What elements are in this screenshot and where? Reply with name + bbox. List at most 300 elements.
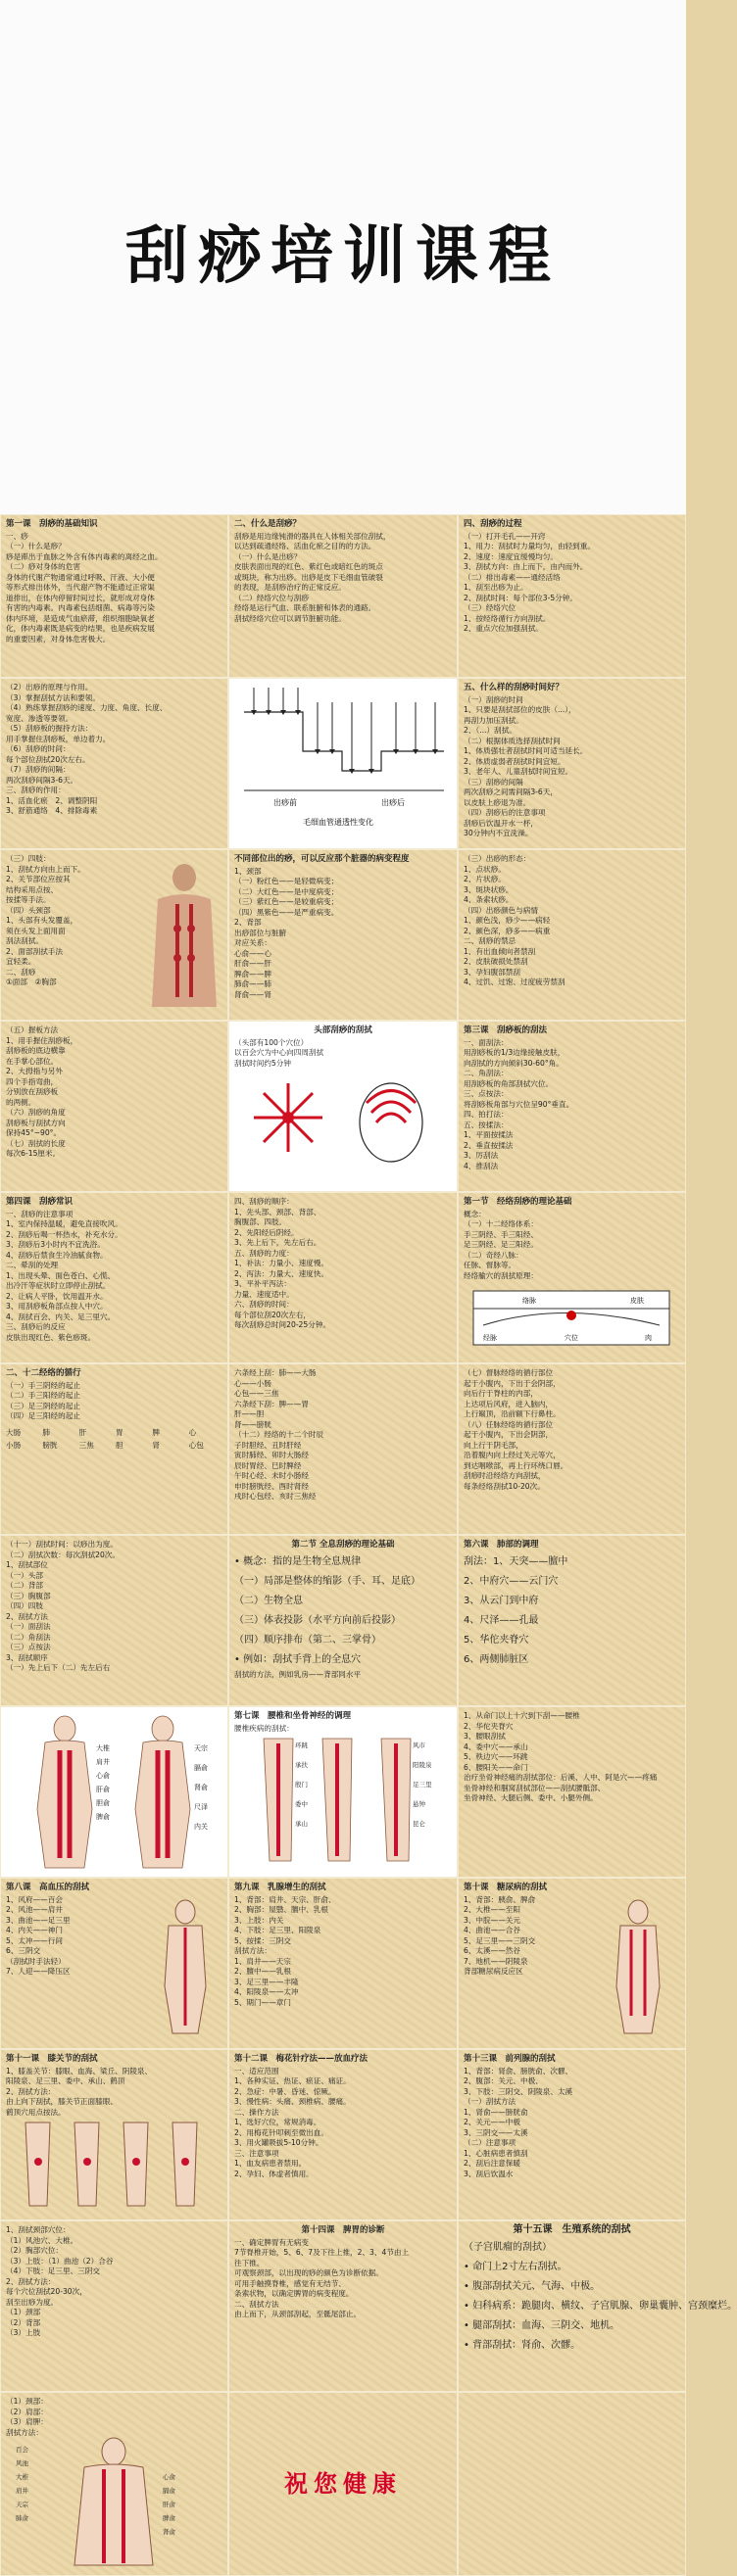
slide-12-left [0,2392,228,2576]
organ-label: 大肠 [6,1427,22,1437]
slide-7-mid [228,1535,458,1706]
meridian-diagram [464,1281,681,1355]
point-label: 膈俞 [194,1764,208,1772]
text-line: 三、刮痧后的反应 [6,1322,66,1331]
slide-5-mid [228,1192,458,1363]
text-line: • 妇科病系：跪腿肉、横纹、子宫肌腺、卵巢囊肿、宫颈糜烂。 [464,2300,737,2312]
text-line: （二）痧对身体的危害 [6,562,80,571]
text-line: 3、舒筋通络 4、排除毒素 [6,806,98,815]
text-line: 以皮肤上痧退为准。 [464,797,531,807]
text-line: 4、内关——神门 [6,1926,63,1934]
text-line: 7节脊椎开始，5、6、7及下往上推，2、3、4节由上 [234,2248,410,2257]
text-line: 在手掌心部位。 [6,1056,59,1066]
text-line: 五、刮痧的力度： [234,1248,294,1258]
text-line: 由上而下，从颈部刮起，至骶尾部止。 [234,2310,362,2318]
text-line: 刮拭方法： [6,2427,43,2437]
text-line: 7、人迎——降压区 [6,1967,71,1976]
text-line: 起于小腹内，下出会阴部， [464,1430,554,1439]
text-line: 的表现，是刮痧治疗的正常反应。 [234,583,346,592]
point-label: 胆俞 [96,1799,110,1807]
text-line: 2、关元——中极 [464,2118,520,2126]
text-line: 三、注意事项 [234,2148,279,2158]
text-line: （7）刮痧的间隔： [6,765,71,774]
text-line: （十二）经络的十二个时辰 [234,1430,324,1439]
text-line: （二）注意事项 [464,2138,516,2147]
text-line: （二）手三阳经的起止 [6,1391,80,1400]
text-line: 1、刮至出痧为止。 [464,583,528,592]
text-line: • 命门上2寸左右刮拭。 [464,2261,567,2272]
text-line: 可观察颈部，以出现的痧的颜色为诊断依据。 [234,2268,383,2277]
text-line: （1）颈部 [6,2308,41,2316]
text-line: 3、中脘——关元 [464,1915,520,1925]
text-line: 2、体质虚弱者刮拭时间宜短。 [464,756,565,766]
slide-text [464,1711,680,1804]
slide-title: 第八课 高血压的刮拭 [6,1883,90,1892]
text-line: 体内环境，是造成气血瘀滞，组织细胞缺氧老 [6,613,155,623]
text-line: • 例如：刮拭手背上的全息穴 [234,1653,362,1665]
text-line: 出痧部位与脏腑 [234,928,287,937]
text-line: 4、条索状痧。 [464,895,514,904]
text-line: 30分钟内不宜洗澡。 [464,829,533,837]
slide-2-left [0,678,228,849]
point-label: 肾俞 [163,2528,175,2536]
text-line: （一）刮痧的时间 [464,694,523,704]
text-line: 1、活血化瘀 2、调整阴阳 [6,795,98,805]
text-line: 子时胆经、丑时肝经 [234,1440,302,1450]
slide-title: 四、刮痧的过程 [464,519,522,529]
text-line: 肝俞——肝 [234,959,271,968]
text-line: 2、刮拭方法： [6,2086,56,2096]
text-line: （三）胸腹部 [6,1591,51,1600]
slide-3-right [458,849,686,1021]
text-line: 肾俞——肾 [234,989,271,999]
slide-9-mid [228,1878,458,2049]
slide-4-right [458,1021,686,1192]
text-line: 1、刮拭部位 [6,1560,48,1569]
text-line: 每次6-15厘米。 [6,1149,61,1158]
text-line: 午时心经、未时小肠经 [234,1471,309,1480]
text-line: 5、按揉：三阴交 [234,1935,291,1945]
text-line: 肺俞——肺 [234,979,271,988]
slide-row-5 [0,1192,686,1363]
text-line: 2、刮拭方法： [6,2276,56,2286]
text-line: 任脉、督脉等。 [464,1261,516,1269]
text-line: 3、足三里——丰隆 [234,1977,299,1986]
point-label: 大椎 [16,2473,28,2481]
organ-label: 肾 [152,1441,160,1450]
label-muscle: 肉 [645,1334,652,1342]
slide-text [6,683,222,817]
text-line: 六条经上刮：肺——大肠 [234,1368,317,1377]
text-line: （一）面刮法 [6,1622,51,1631]
text-line: 2、腹部：关元、中极、 [464,2076,543,2085]
head-diagram [234,1069,454,1167]
point-label: 天宗 [16,2501,28,2508]
text-line: 1、用力：刮拭时力量均匀，由轻到重。 [464,542,595,550]
slide-text [6,2397,222,2438]
text-line: 二、刮痧的禁忌 [464,936,516,945]
text-line: 或斑块，称为出痧。出痧是皮下毛细血管破裂 [234,572,383,582]
slide-7-left [0,1535,228,1706]
knee-diagram [6,2118,221,2211]
text-line: 6、两侧肺脏区 [464,1653,529,1665]
text-line: 三、点按法： [464,1089,509,1098]
organ-label: 心 [188,1427,197,1437]
text-line: 一、痧 [6,531,28,541]
text-line: • 概念：指的是生物全息规律 [234,1555,362,1567]
text-line: 刮痧板的底边横靠 [6,1046,66,1055]
slide-title: 头部刮痧的刮拭 [314,1026,372,1035]
text-line: • 背部刮拭：肾俞、次髎。 [464,2339,581,2351]
text-line: 刮痧板与刮拭方向 [6,1118,66,1127]
text-line: 向后行于脊柱的内部， [464,1389,538,1398]
slide-row-4 [0,1021,686,1192]
text-line: 7、地机——阴陵泉 [464,1956,528,1966]
body-diagram [6,1711,224,1873]
point-label: 内关 [194,1823,208,1831]
text-line: （四）黑紫色——是严重病变。 [234,907,339,917]
text-line: ①面部 ②胸部 [6,978,57,986]
text-line: 4、刮拭百会、内关、足三里穴。 [6,1312,116,1321]
slide-text [234,1038,452,1070]
capillary-diagram [234,683,454,844]
text-line: 概念： [464,1209,486,1218]
slide-title: 第九课 乳腺增生的刮拭 [234,1883,326,1892]
text-line: 3、三阴交——太溪 [464,2127,528,2137]
slide-text [6,1210,222,1344]
text-line: 1、背部：肾俞、膀胱俞、次髎、 [464,2066,573,2075]
slide-note: 刮拭的方法，例如乳房——背部同水平 [234,1669,362,1679]
text-line: 用刮痧板的1/3边缘接触皮肤， [464,1048,565,1057]
text-line: 1、血友病患者禁用。 [234,2159,307,2168]
text-line: 心——小肠 [234,1378,271,1388]
text-line: 以百会穴为中心向四周刮拭 [234,1048,324,1057]
text-line: 2、皮肤破损处禁刮 [464,957,528,966]
text-line: （二）刮拭次数：每次刮拭20次。 [6,1550,120,1559]
text-line: 2、中府穴——云门穴 [464,1575,559,1587]
slide-1-mid [228,514,458,678]
text-line: 将刮痧板角部与穴位呈90°垂直。 [464,1099,574,1109]
slide-row-10 [0,2049,686,2220]
caption-before: 出痧前 [273,798,297,807]
slide-text [234,532,452,625]
text-line: 宜轻柔。 [6,957,36,966]
point-label: 承山 [295,1820,308,1828]
point-label: 尺泽 [194,1803,208,1811]
caption-bottom: 毛细血管通透性变化 [303,818,373,827]
slide-text [464,1368,680,1492]
text-line: （五）握板方法 [6,1026,59,1034]
slide-row-9 [0,1878,686,2049]
slide-3-left [0,849,228,1021]
point-label: 肺俞 [16,2514,28,2522]
text-line: 2、（...）刮拭。 [464,726,516,735]
slide-text [464,1210,680,1282]
text-line: 3、刮拭方向：由上而下，由内而外。 [464,562,588,571]
text-line: 脾俞——脾 [234,969,271,978]
text-line: （子宫肌瘤的刮拭） [464,2241,552,2253]
text-line: 2、刮拭时间：每个部位3-5分钟。 [464,593,577,602]
text-line: • 腿部刮拭：血海、三阴交、地机。 [464,2319,620,2331]
text-line: 坐骨神经、大腿后侧、委中、小腿外侧。 [464,1793,598,1802]
text-line: 皮肤出现红色、紫色痧斑。 [6,1332,96,1342]
text-line: 2、速度：速度宜缓慢均匀。 [464,551,558,561]
slide-title: 第十三课 前列腺的刮拭 [464,2054,556,2064]
slide-3-mid [228,849,458,1021]
text-line: 1、背部：肩井、天宗、肝俞、 [234,1894,336,1904]
text-line: 条索状物，以确定脾胃的病变程度。 [234,2289,354,2298]
text-line: （3）上肢 [6,2328,41,2337]
text-line: （三）体表投影（水平方向前后投影） [234,1614,401,1626]
point-label: 肩井 [96,1758,110,1766]
text-line: （2）背部 [6,2317,41,2327]
text-line: （一）手三阴经的起止 [6,1380,80,1390]
text-line: 3、上肢：内关 [234,1915,284,1925]
text-line: （四）顺序排布（第二、三掌骨） [234,1634,381,1646]
text-line: 出冷汗等症状时立即停止刮拭。 [6,1281,111,1290]
text-line: 可用手触摸脊椎，感觉有无结节、 [234,2278,346,2288]
text-line: 2、先阳经后阴经。 [234,1227,299,1237]
text-line: 刮法：1、天突——膻中 [464,1555,568,1567]
text-line: 手三阴经、手三阳经、 [464,1229,538,1239]
slide-row-2 [0,678,686,849]
slide-8-left [0,1706,228,1878]
text-line: 用刮痧板的角部刮拭穴位。 [464,1078,554,1088]
text-line: （头部有100个穴位） [234,1037,309,1047]
text-line: 1、风府——百会 [6,1894,63,1904]
text-line: 5、足三里——三阴交 [464,1935,536,1945]
text-line: 用手掌握住刮痧板，单边着力。 [6,734,111,743]
slide-title: 第十五课 生殖系统的刮拭 [513,2224,631,2235]
text-line: 由上向下刮拭，膝关节正面膝眼、 [6,2097,118,2106]
text-line: 4、尺泽——孔最 [464,1614,539,1626]
organ-label: 脾 [152,1427,160,1437]
text-line: 1、颜色浅，痧少——病轻 [464,916,551,925]
slide-10-mid [228,2049,458,2220]
text-line: 二、刮拭方法 [234,2299,279,2309]
text-line: 鹤顶穴用点按法。 [6,2107,66,2117]
point-label: 承扶 [295,1761,308,1769]
text-line: 3、孕妇腹部禁刮 [464,967,520,977]
slide-text [464,2238,737,2356]
text-line: 1、室内保持温暖，避免直接吹风。 [6,1219,123,1228]
text-line: 坐骨神经和腘窝刮拭部位——刮拭腰骶部、 [464,1783,606,1792]
point-label: 心俞 [163,2473,175,2481]
slide-title: 二、十二经络的循行 [6,1368,81,1378]
text-line: 治疗坐骨神经痛的刮拭部位：后溪、人中、阿是穴——疼痛 [464,1773,658,1782]
text-line: 2、颜色深，痧多——病重 [464,926,551,935]
text-line: 1、用手握住刮痧板， [6,1035,78,1045]
text-line: 每个部位刮20次左右， [234,1310,312,1319]
text-line: （二）根据体质选择刮拭时间 [464,736,561,745]
point-label: 心俞 [96,1772,110,1780]
slide-row-1 [0,514,686,678]
text-line: （3）掌握刮拭方法和要领。 [6,692,100,702]
slide-text [234,1368,452,1503]
text-line: 1、先头部、颈部、背部、 [234,1207,321,1216]
text-line: （三）出痧的形态： [464,854,531,863]
text-line: 3、从云门到中府 [464,1595,539,1606]
text-line: 以达到疏通经络、活血化瘀之目的的方法。 [234,542,376,550]
text-line: （刮拭时手法轻） [6,1956,66,1966]
text-line: （一）局部是整体的缩影（手、耳、足底） [234,1575,420,1587]
slide-1-right [458,514,686,678]
point-label: 百会 [16,2446,28,2454]
back-figure [148,860,221,1007]
point-label: 肾俞 [194,1784,208,1791]
text-line: 1、只要是刮拭部位的皮肤（...）， [464,705,576,714]
text-line: 腰椎疾病的刮拭： [234,1723,294,1733]
slide-12-mid [228,2392,458,2576]
figure-icon [151,1898,220,2035]
point-label: 天宗 [194,1744,208,1752]
text-line: 3、下肢：三阴交、阴陵泉、太溪 [464,2086,573,2096]
text-line: 有害的内毒素。内毒素包括细菌、病毒等污染 [6,603,155,612]
slide-row-3 [0,849,686,1021]
text-line: 刮法刮拭。 [6,936,43,945]
slide-text [234,1197,452,1331]
text-line: （六）刮痧的角度 [6,1108,66,1117]
text-line: （四）四肢 [6,1601,43,1610]
text-line: 力量、速度适中。 [234,1289,294,1299]
text-line: （3）肩胛： [6,2417,48,2426]
slide-row-8 [0,1706,686,1878]
text-line: 4、委中穴——承山 [464,1741,528,1751]
organ-list [6,1428,222,1452]
point-label: 委中 [295,1800,308,1808]
slide-text [6,532,222,645]
text-line: （一）粉红色——是轻微病变； [234,877,339,885]
text-line: 经络是运行气血、联系脏腑和体表的通路。 [234,603,376,612]
slide-text [464,1038,680,1172]
text-line: 1、按经络循行方向刮拭。 [464,613,551,623]
text-line: 1、刮拭颈部穴位： [6,2225,71,2234]
text-line: 3、厉刮法 [464,1151,499,1160]
text-line: 1、出现头晕、面色苍白、心慌、 [6,1270,116,1280]
slide-text [234,2238,452,2320]
text-line: 宽度、渗透等要领。 [6,713,74,723]
text-line: 再刮力加压刮拭。 [464,715,523,725]
text-line: （一）头部 [6,1570,43,1580]
text-line: 2、急症：中暑、昏迷、惊厥。 [234,2086,336,2096]
text-line: 二、角刮法： [464,1069,509,1077]
organ-label: 膀胱 [42,1441,58,1450]
text-line: 刮痧时沿经络方向刮拭， [464,1471,546,1480]
point-label: 大椎 [96,1744,110,1752]
cover-title: 刮痧培训课程 [125,219,561,293]
text-line: 3、刮拭顺序 [6,1652,48,1662]
text-line: （三）足三阴经的起止 [6,1401,80,1410]
slide-2-right [458,678,686,849]
slide-text [464,1552,680,1670]
point-label: 殷门 [295,1781,308,1789]
text-line: 1、膝盖关节：膝眼、血海、梁丘、阴陵泉、 [6,2066,153,2075]
slide-text [6,2225,222,2339]
slide-text [6,1026,222,1160]
slide-title: 第七课 腰椎和坐骨神经的调理 [234,1711,352,1721]
text-line: 二、刮痧 [6,967,36,977]
text-line: 刮痧后饮温开水一杯， [464,818,538,828]
text-line: 1、平面按揉法 [464,1130,514,1139]
text-line: （四）出痧颜色与病情 [464,905,538,915]
text-line: 6、三阴交 [6,1946,41,1955]
text-line: 刮痧是用边缘钝滑的器具在人体相关部位刮拭， [234,531,391,541]
cover-slide [0,0,686,514]
text-line: 1、背部：胰俞、脾俞 [464,1894,536,1904]
text-line: 5、华佗夹脊穴 [464,1634,529,1646]
slide-2-mid [228,678,458,849]
slide-title: 第一节 经络刮痧的理论基础 [464,1197,572,1207]
slide-title: 第十课 糖尿病的刮拭 [464,1883,548,1892]
slide-8-right [458,1706,686,1878]
text-line: 3、慢性病：头痛、颈椎病、腰痛。 [234,2097,351,2106]
text-line: 1、肾俞——膀胱俞 [464,2107,528,2117]
slide-text [234,2067,452,2180]
point-label: 风市 [413,1741,425,1749]
text-line: 须在头发上面用面 [6,926,66,935]
slide-text [464,532,680,635]
text-line: 2、膻中——乳根 [234,1967,291,1976]
text-line: （4）下肢：足三里、三阴交 [6,2266,100,2275]
label-luomai: 络脉 [522,1297,536,1305]
organ-label: 肺 [42,1427,50,1437]
text-line: 4、曲池——合谷 [464,1926,520,1934]
text-line: 每条经络刮拭10-20次。 [464,1481,545,1491]
point-label: 肝俞 [163,2501,175,2508]
text-line: 3、平补平泻法： [234,1279,291,1288]
slide-6-right [458,1363,686,1535]
text-line: （三）紫红色——是较重病变； [234,897,339,906]
text-line: 二、晕刮的处理 [6,1261,59,1269]
text-line: 申时膀胱经、酉时肾经 [234,1481,309,1491]
text-line: 2、刮拭方法 [6,1611,48,1621]
text-line: 4、阳陵泉——太冲 [234,1987,299,1996]
slide-11-right [458,2220,737,2392]
text-line: 一、适应范围 [234,2066,279,2075]
slide-11-left [0,2220,228,2392]
text-line: 2、重点穴位加强刮拭。 [464,624,543,633]
text-line: 1、肩井——天宗 [234,1956,291,1966]
text-line: 刮至出痧为度。 [6,2297,59,2307]
text-line: 心包——三焦 [234,1389,279,1398]
text-line: （1）风池穴、大椎。 [6,2235,78,2245]
point-label: 脾俞 [163,2514,175,2522]
point-label: 肩井 [16,2487,28,2495]
text-line: 沿着腹内向上经过关元等穴， [464,1451,561,1459]
point-label: 悬钟 [413,1800,425,1808]
slide-row-6 [0,1363,686,1535]
text-line: （三）点按法 [6,1643,51,1651]
slide-5-left [0,1192,228,1363]
slide-title: 第四课 刮痧常识 [6,1197,74,1207]
text-line: 刮拭方法： [234,1946,271,1955]
text-line: 六、刮痧的时间： [234,1300,294,1309]
slide-7-right [458,1535,686,1706]
text-line: （5）刮痧板的握持方法： [6,724,93,733]
text-line: 1、从命门以上十穴到下刮——腰椎 [464,1711,580,1720]
text-line: 肝——胆 [234,1409,265,1418]
slide-row-7 [0,1535,686,1706]
text-line: （6）刮痧的时间： [6,744,71,753]
slide-text [234,1895,452,2009]
text-line: 一、面刮法： [464,1037,509,1047]
slide-title: 第一课 刮痧的基础知识 [6,519,98,529]
text-line: 道排出，在体内停留时间过长，就形成对身体 [6,593,155,602]
slide-title: 第六课 肺部的调理 [464,1540,539,1550]
slide-title: 二、什么是刮痧？ [234,519,302,529]
leg-diagram [234,1734,454,1866]
text-line: （四）头颈部 [6,905,51,915]
